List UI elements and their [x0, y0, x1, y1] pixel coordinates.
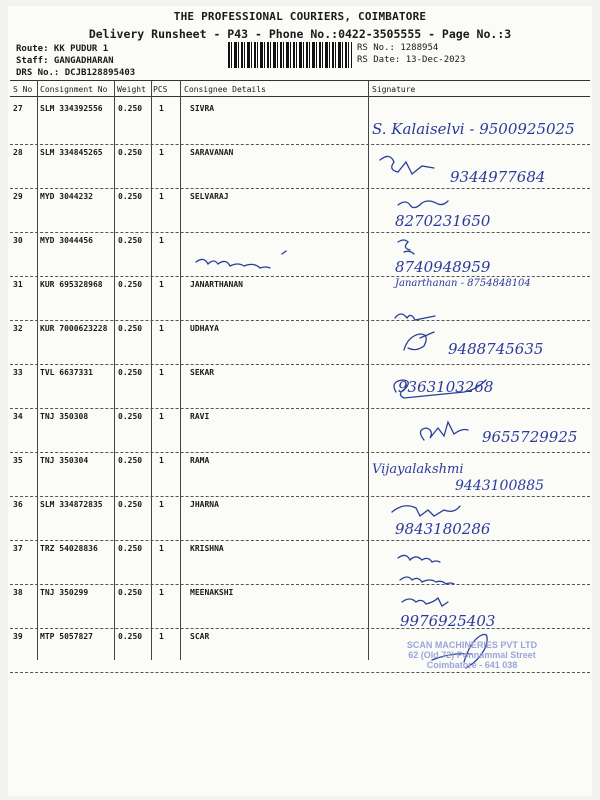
stamp-line-1: SCAN MACHINERIES PVT LTD	[406, 640, 538, 650]
cell-consignment: MTP 5057827	[40, 632, 93, 641]
cell-consignment: TNJ 350304	[40, 456, 89, 465]
rs-number: RS No.: 1288954	[357, 43, 439, 53]
signature-r35: Vijayalakshmi	[372, 462, 464, 477]
staff-label: Staff: GANGADHARAN	[16, 56, 114, 66]
cell-sno: 35	[13, 456, 23, 465]
cell-sno: 34	[13, 412, 23, 421]
cell-weight: 0.250	[118, 632, 143, 641]
cell-sno: 33	[13, 368, 23, 377]
cell-sno: 30	[13, 236, 23, 245]
signature-r34: 9655729925	[482, 428, 578, 446]
company-stamp	[372, 640, 572, 670]
cell-consignment: SLM 334845265	[40, 148, 103, 157]
cell-consignee: SCAR	[190, 632, 210, 641]
stamp-line-2: 62 (Old 72) Ponnammal Street	[408, 650, 536, 660]
cell-consignment: TRZ 54028836	[40, 544, 98, 553]
cell-consignee: SARAVANAN	[190, 148, 234, 157]
cell-consignment: TVL 6637331	[40, 368, 93, 377]
cell-consignee: JANARTHANAN	[190, 280, 243, 289]
col-pcs: PCS	[153, 85, 168, 94]
cell-pcs: 1	[159, 412, 164, 421]
cell-consignee: UDHAYA	[190, 324, 219, 333]
cell-sno: 28	[13, 148, 23, 157]
cell-consignment: MYD 3044232	[40, 192, 93, 201]
col-consignee: Consignee Details	[184, 85, 266, 94]
cell-sno: 39	[13, 632, 23, 641]
signature-r33: 9363103268	[398, 378, 494, 396]
signature-r35-phone: 9443100885	[455, 478, 545, 494]
cell-consignment: SLM 334872835	[40, 500, 103, 509]
cell-pcs: 1	[159, 588, 164, 597]
cell-pcs: 1	[159, 324, 164, 333]
cell-weight: 0.250	[118, 412, 143, 421]
cell-pcs: 1	[159, 236, 164, 245]
cell-consignment: KUR 695328968	[40, 280, 103, 289]
signature-r32: 9488745635	[448, 340, 544, 358]
cell-consignee: SEKAR	[190, 368, 215, 377]
cell-sno: 29	[13, 192, 23, 201]
cell-consignee: JHARNA	[190, 500, 219, 509]
cell-consignee: RAVI	[190, 412, 210, 421]
cell-sno: 38	[13, 588, 23, 597]
signature-r38: 9976925403	[400, 612, 496, 630]
document-title: THE PROFESSIONAL COURIERS, COIMBATORE	[173, 10, 427, 23]
cell-pcs: 1	[159, 500, 164, 509]
cell-consignment: MYD 3044456	[40, 236, 93, 245]
cell-pcs: 1	[159, 148, 164, 157]
cell-weight: 0.250	[118, 236, 143, 245]
cell-consignee: SIVRA	[190, 104, 215, 113]
cell-weight: 0.250	[118, 368, 143, 377]
cell-consignee: SELVARAJ	[190, 192, 229, 201]
cell-sno: 27	[13, 104, 23, 113]
col-sno: S No	[13, 85, 33, 94]
document-subtitle: Delivery Runsheet - P43 - Phone No.:0422-3505555 - Page No.:3	[88, 27, 512, 41]
cell-weight: 0.250	[118, 192, 143, 201]
cell-weight: 0.250	[118, 104, 143, 113]
cell-consignment: TNJ 350308	[40, 412, 89, 421]
cell-weight: 0.250	[118, 280, 143, 289]
cell-sno: 37	[13, 544, 23, 553]
drs-label: DRS No.: DCJB128895403	[16, 68, 136, 78]
signature-r30: 8740948959	[395, 258, 491, 276]
cell-pcs: 1	[159, 368, 164, 377]
cell-pcs: 1	[159, 456, 164, 465]
signature-r28: 9344977684	[450, 168, 546, 186]
col-consignment: Consignment No	[40, 85, 108, 94]
signature-r36: 9843180286	[395, 520, 491, 538]
cell-consignment: KUR 7000623228	[40, 324, 108, 333]
cell-consignment: SLM 334392556	[40, 104, 103, 113]
cell-consignee: RAMA	[190, 456, 210, 465]
rs-date: RS Date: 13-Dec-2023	[357, 55, 466, 65]
cell-pcs: 1	[159, 192, 164, 201]
cell-pcs: 1	[159, 104, 164, 113]
signature-r29: 8270231650	[395, 212, 491, 230]
cell-sno: 36	[13, 500, 23, 509]
col-weight: Weight	[117, 85, 146, 94]
cell-sno: 32	[13, 324, 23, 333]
stamp-line-3: Coimbatore - 641 038	[426, 660, 518, 670]
cell-weight: 0.250	[118, 324, 143, 333]
cell-weight: 0.250	[118, 456, 143, 465]
cell-weight: 0.250	[118, 544, 143, 553]
cell-pcs: 1	[159, 632, 164, 641]
cell-weight: 0.250	[118, 500, 143, 509]
cell-weight: 0.250	[118, 588, 143, 597]
signature-r27: S. Kalaiselvi - 9500925025	[372, 120, 575, 138]
signature-r31: Janarthanan - 8754848104	[395, 278, 531, 289]
cell-pcs: 1	[159, 280, 164, 289]
cell-weight: 0.250	[118, 148, 143, 157]
cell-consignment: TNJ 350299	[40, 588, 89, 597]
cell-consignee: MEENAKSHI	[190, 588, 234, 597]
cell-sno: 31	[13, 280, 23, 289]
col-signature: Signature	[372, 85, 416, 94]
cell-consignee: KRISHNA	[190, 544, 224, 553]
cell-pcs: 1	[159, 544, 164, 553]
route-label: Route: KK PUDUR 1	[16, 44, 109, 54]
